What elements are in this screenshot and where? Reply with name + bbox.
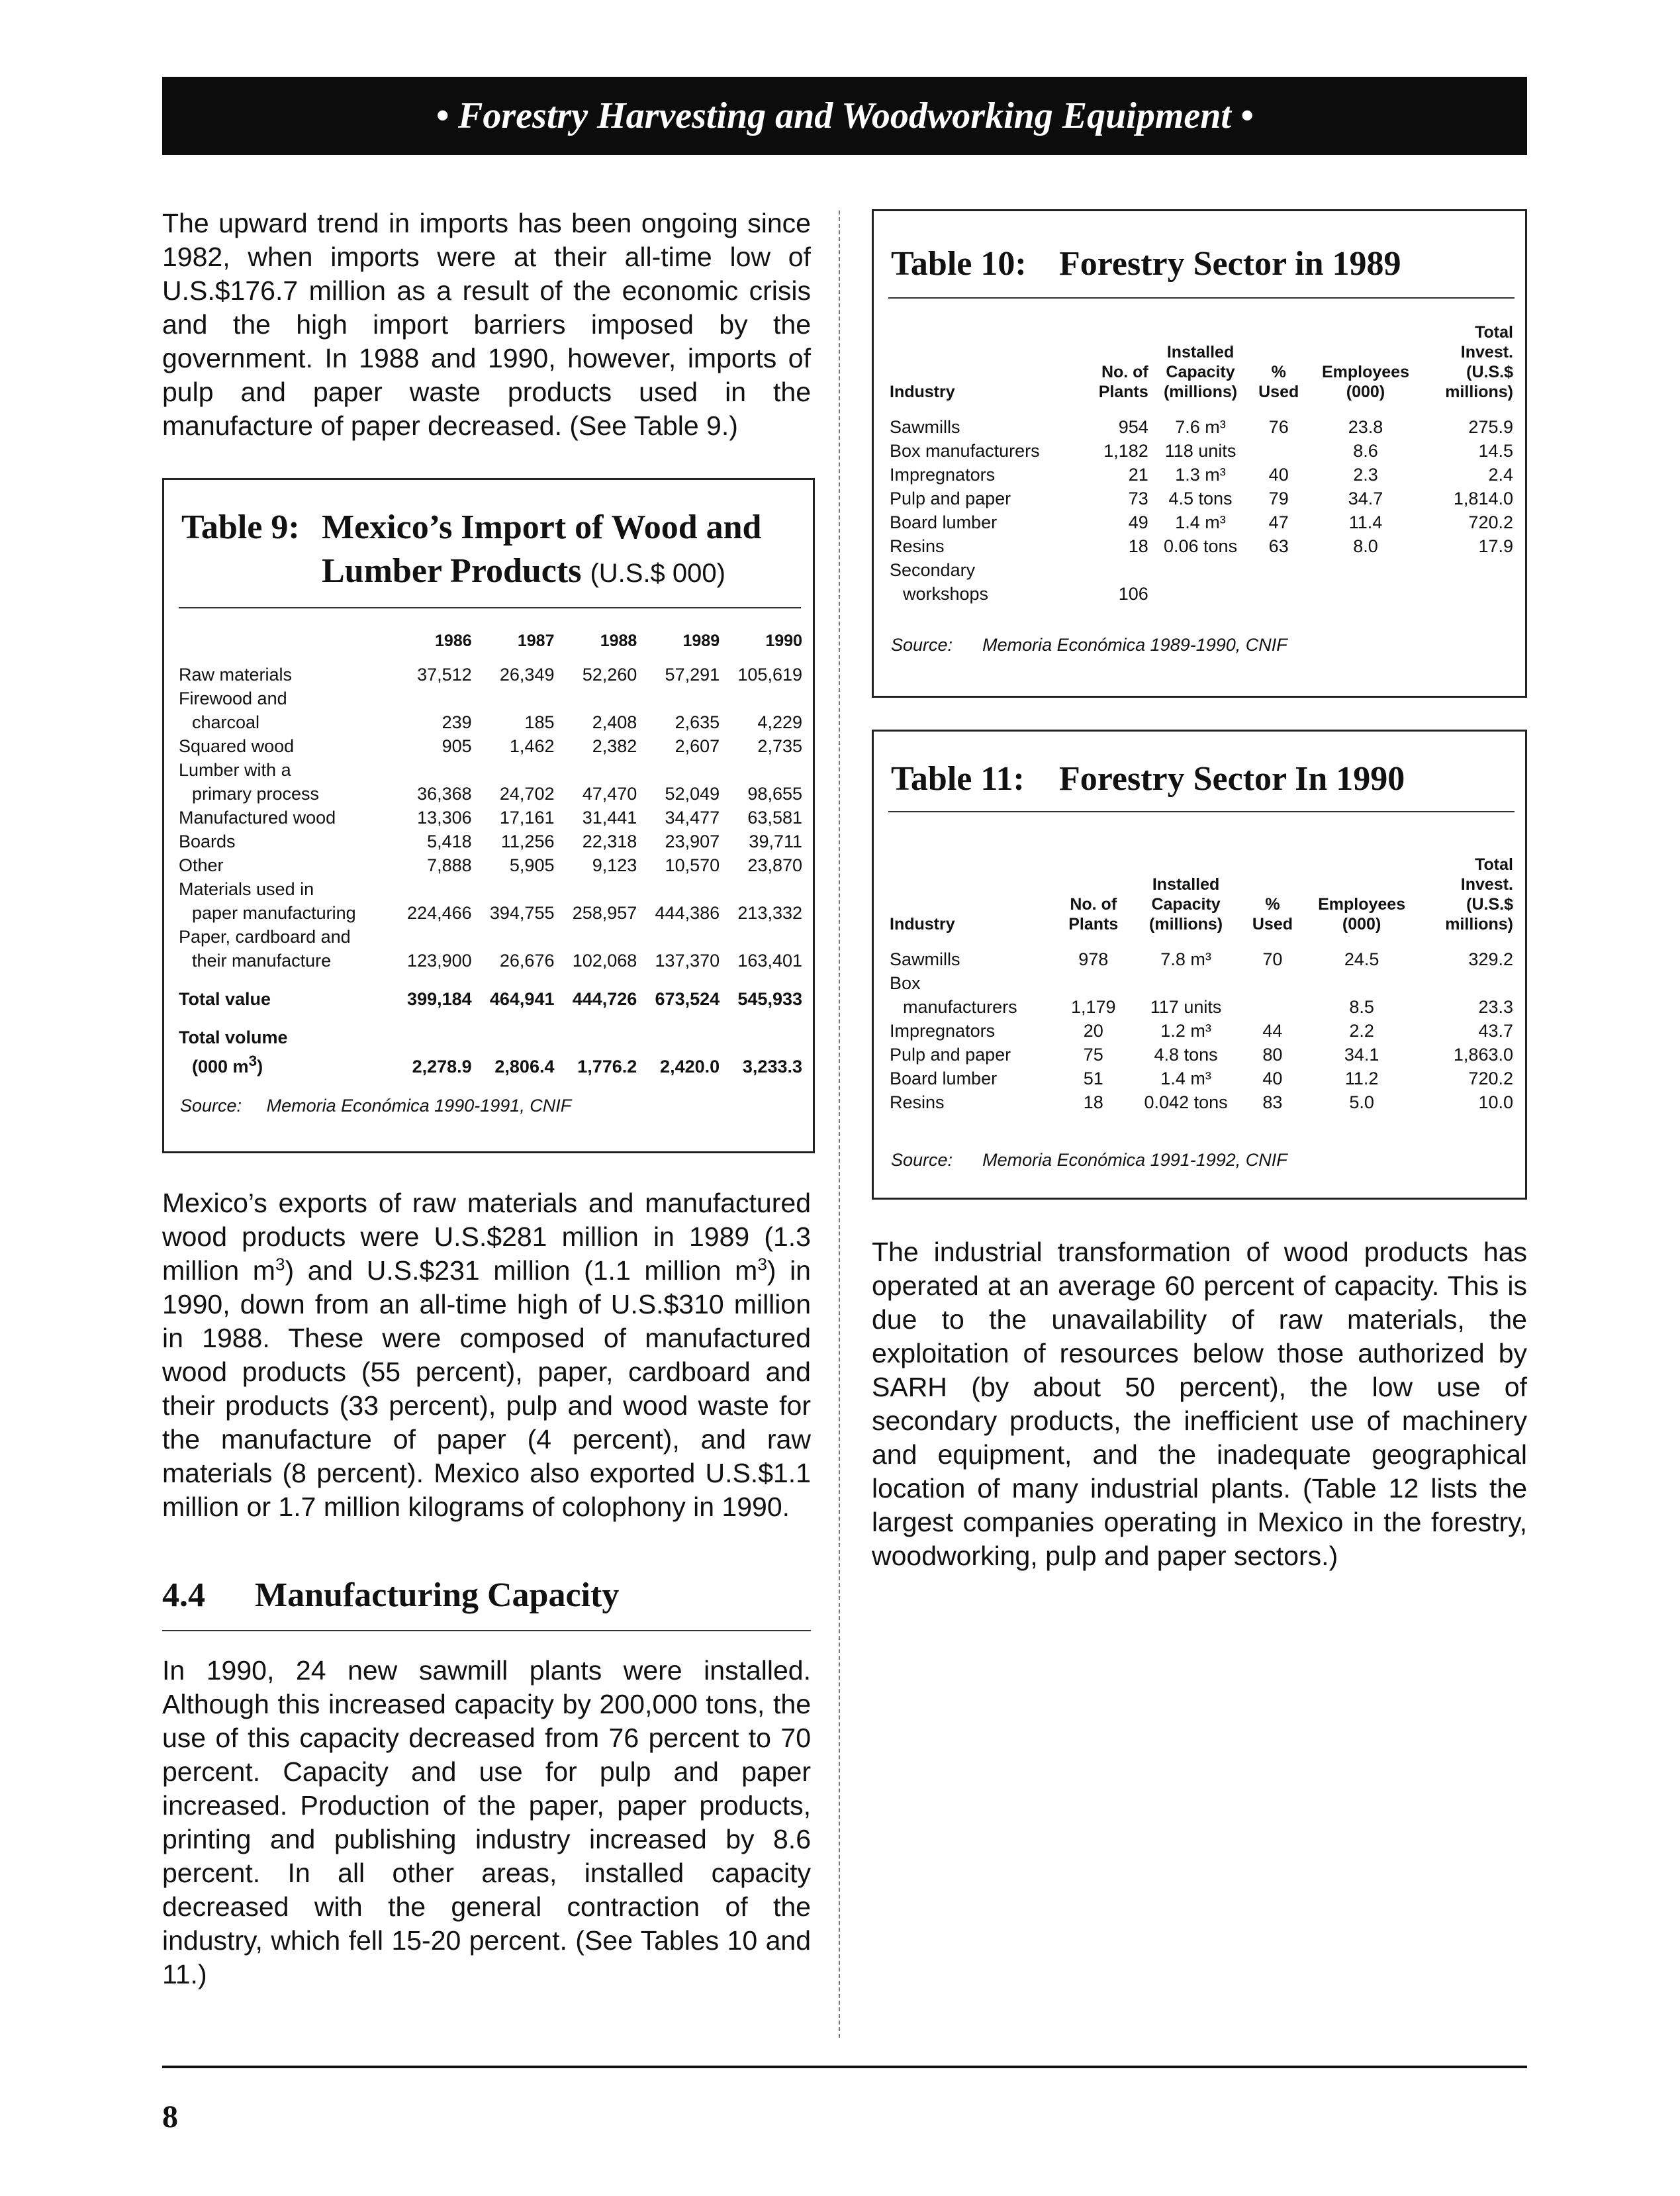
table-cell: 79	[1268, 489, 1289, 508]
column-header: 1989	[682, 632, 720, 650]
row-label: Pulp and paper	[890, 489, 1011, 508]
table-row	[176, 758, 805, 782]
column-header: 1988	[600, 632, 637, 650]
table-9-data	[176, 631, 805, 1078]
table-cell: 43.7	[1478, 1021, 1513, 1041]
table-cell: 83	[1262, 1092, 1283, 1112]
table-cell: 51	[1083, 1069, 1103, 1088]
table-cell: 7.8 m³	[1160, 949, 1211, 969]
table-cell: 2,382	[592, 736, 637, 756]
column-header: Employees	[1318, 895, 1406, 914]
row-label: Squared wood	[179, 736, 295, 756]
table-cell: 5,418	[427, 832, 472, 851]
table-cell	[1250, 439, 1307, 463]
table-cell: 40	[1262, 1069, 1283, 1088]
table-cell: 34,477	[665, 808, 720, 828]
table-cell: 23.3	[1478, 997, 1513, 1017]
table-cell: 20	[1083, 1021, 1103, 1041]
table-cell: 8.0	[1353, 536, 1378, 556]
table-row	[176, 901, 805, 925]
table-row	[176, 782, 805, 806]
table-cell: 102,068	[572, 951, 637, 971]
table-cell: 63	[1268, 536, 1289, 556]
row-label: primary process	[192, 784, 320, 804]
industrial-transformation-paragraph: The industrial transformation of wood products has operated at an average 60 percent of capacity. This is due to the unavailability of raw materials, the exploitation of resources below those authorized by SARH (by about 50 percent), the low use of secondary products, the inefficient use of machinery and equipment, and the inadequate geographical location of many industrial plants. (Table 12 lists the largest companies operating in Mexico in the forestry, woodworking, pulp and paper sectors.)	[872, 1237, 1527, 1571]
table-cell: 239	[442, 712, 472, 732]
column-header: Used	[1252, 915, 1293, 933]
table-cell: 49	[1128, 512, 1148, 532]
capacity-paragraph: In 1990, 24 new sawmill plants were installed. Although this increased capacity by 200,000 tons, the use of this capacity decreased from 76 percent to 70 percent. Capacity and use for pulp and paper increased. Production of the paper, paper products, printing and publishing industry increased by 8.6 percent. In all other areas, installed capacity decreased with the general contraction of the industry, which fell 15-20 percent. (See Tables 10 and 11.)	[162, 1655, 811, 1989]
table-cell: 1.4 m³	[1160, 1069, 1211, 1088]
table-cell: 105,619	[737, 665, 802, 685]
row-label: Box manufacturers	[890, 441, 1040, 461]
table-row	[887, 439, 1516, 463]
column-header: Invest.	[1460, 343, 1513, 361]
table-cell: 22,318	[582, 832, 637, 851]
table-cell: 1,179	[1070, 997, 1116, 1017]
table-cell: 0.042 tons	[1144, 1092, 1228, 1112]
table-cell: 163,401	[737, 951, 802, 971]
table-10-title: Forestry Sector in 1989	[1059, 245, 1401, 283]
row-label: workshops	[903, 584, 989, 604]
column-header: 1987	[517, 632, 555, 650]
table-9-title-unit: (U.S.$ 000)	[590, 559, 725, 588]
row-label: Manufactured wood	[179, 808, 336, 828]
table-row	[176, 734, 805, 758]
table-cell: 720.2	[1468, 1069, 1513, 1088]
table-cell	[1243, 995, 1302, 1019]
column-header: No. of	[1101, 363, 1148, 381]
table-cell: 399,184	[407, 989, 472, 1009]
table-cell: 117 units	[1150, 997, 1222, 1017]
table-cell: 13,306	[417, 808, 472, 828]
table-cell: 4.5 tons	[1168, 489, 1233, 508]
table-cell: 213,332	[737, 903, 802, 923]
column-header: Total	[1475, 323, 1513, 342]
table-cell: 905	[442, 736, 472, 756]
table-row	[887, 1019, 1516, 1043]
column-header: (000)	[1346, 383, 1385, 401]
column-header: %	[1271, 363, 1286, 381]
table-cell: 5,905	[509, 855, 555, 875]
table-cell: 1,462	[509, 736, 555, 756]
row-label: Total volume	[179, 1027, 288, 1047]
table-9-title-text: Lumber Products	[322, 552, 582, 590]
table-cell: 137,370	[655, 951, 720, 971]
table-11-data	[887, 855, 1516, 1114]
table-cell: 394,755	[489, 903, 555, 923]
table-cell: 10,570	[665, 855, 720, 875]
table-cell: 36,368	[417, 784, 472, 804]
table-cell: 47,470	[582, 784, 637, 804]
table-row	[176, 1026, 805, 1049]
table-cell: 1,776.2	[577, 1057, 637, 1076]
column-header: (U.S.$	[1466, 895, 1513, 914]
table-cell: 23,907	[665, 832, 720, 851]
row-label: Box	[890, 973, 921, 993]
table-cell: 24,702	[499, 784, 555, 804]
row-label: Total value	[179, 989, 271, 1009]
table-cell: 2,607	[675, 736, 720, 756]
table-cell: 2.2	[1349, 1021, 1374, 1041]
table-cell: 73	[1128, 489, 1148, 508]
table-11-label: Table 11:	[891, 760, 1025, 798]
column-header: Installed	[1152, 875, 1220, 894]
table-row	[176, 710, 805, 734]
section-rule	[162, 1630, 811, 1631]
exports-paragraph: Mexico’s exports of raw materials and manufactured wood products were U.S.$281 million in 1989 (1.3 million $m^3$) and U.S.$231 million (1.1 million $m^3$) in 1990, down from an all-time high of U.S.$310 million in 1988. These were composed of manufactured wood products (55 percent), paper, cardboard and their products (33 percent), pulp and wood waste for the manufacture of paper (4 percent), and raw materials (8 percent). Mexico also exported U.S.$1.1 million or 1.7 million kilograms of colophony in 1990.	[162, 1188, 811, 1522]
table-cell: 7.6 m³	[1175, 417, 1226, 437]
table-cell: 1,182	[1103, 441, 1148, 461]
row-label: Raw materials	[179, 665, 293, 685]
table-row	[887, 1090, 1516, 1114]
table-11-source: Source: Memoria Económica 1991-1992, CNIF	[891, 1150, 1287, 1170]
table-cell: 123,900	[407, 951, 472, 971]
table-cell: 118 units	[1164, 441, 1237, 461]
table-9-rule	[179, 607, 801, 608]
column-header: millions)	[1445, 915, 1513, 933]
row-label: Boards	[179, 832, 236, 851]
table-cell: 52,049	[665, 784, 720, 804]
table-cell: 106	[1118, 584, 1148, 604]
table-cell: 1,814.0	[1453, 489, 1513, 508]
table-row	[887, 487, 1516, 510]
column-header: (U.S.$	[1466, 363, 1513, 381]
row-label: Sawmills	[890, 417, 960, 437]
table-9-title-line1: Mexico’s Import of Wood and	[322, 508, 762, 546]
table-cell: 18	[1128, 536, 1148, 556]
table-row	[887, 995, 1516, 1019]
column-header: Employees	[1321, 363, 1409, 381]
table-10-rule	[888, 297, 1515, 299]
table-row	[887, 971, 1516, 995]
table-cell: 17.9	[1478, 536, 1513, 556]
column-header: Installed	[1166, 343, 1235, 361]
table-cell: 11.4	[1348, 512, 1383, 532]
table-cell: 75	[1083, 1045, 1103, 1065]
column-header: Used	[1258, 383, 1299, 401]
table-cell: 14.5	[1478, 441, 1513, 461]
table-9-header-row	[176, 631, 805, 651]
intro-paragraph: The upward trend in imports has been ongoing since 1982, when imports were at their all-time low of U.S.$176.7 million as a result of the economic crisis and the high import barriers imposed by the government. In 1988 and 1990, however, imports of pulp and paper waste products used in the manufacture of paper decreased. (See Table 9.)	[162, 208, 811, 441]
table-row	[176, 830, 805, 853]
row-label: Resins	[890, 1092, 945, 1112]
table-cell: 34.1	[1344, 1045, 1379, 1065]
table-cell: 21	[1128, 465, 1148, 485]
table-cell: 57,291	[665, 665, 720, 685]
table-cell: 70	[1262, 949, 1283, 969]
column-header: No. of	[1070, 895, 1117, 914]
table-row	[176, 877, 805, 901]
table-cell: 44	[1262, 1021, 1283, 1041]
table-total-row	[176, 987, 805, 1011]
column-header: Plants	[1068, 915, 1119, 933]
table-cell: 5.0	[1349, 1092, 1374, 1112]
table-cell: 10.0	[1478, 1092, 1513, 1112]
table-cell: 18	[1083, 1092, 1103, 1112]
row-label: Lumber with a	[179, 760, 291, 780]
table-cell: 275.9	[1468, 417, 1513, 437]
table-9-label: Table 9:	[181, 508, 300, 546]
table-11-box	[872, 730, 1527, 1200]
table-cell: 2,408	[592, 712, 637, 732]
table-cell: 545,933	[737, 989, 802, 1009]
table-cell: 31,441	[582, 808, 637, 828]
column-header: Industry	[890, 383, 955, 401]
table-row	[176, 663, 805, 687]
table-cell: 1.2 m³	[1160, 1021, 1211, 1041]
table-cell: 23,870	[747, 855, 802, 875]
row-label: Materials used in	[179, 879, 314, 899]
row-label: Resins	[890, 536, 945, 556]
page-number: 8	[162, 2099, 178, 2134]
table-cell: 37,512	[417, 665, 472, 685]
row-label: Impregnators	[890, 1021, 996, 1041]
row-label: Secondary	[890, 560, 976, 580]
table-cell: 329.2	[1468, 949, 1513, 969]
row-label: Other	[179, 855, 224, 875]
table-cell: 3,233.3	[742, 1057, 802, 1076]
table-cell: 1.3 m³	[1175, 465, 1226, 485]
table-cell: 2,806.4	[494, 1057, 555, 1076]
table-10-box	[872, 209, 1527, 698]
table-row	[887, 558, 1516, 582]
table-row	[887, 947, 1516, 971]
table-row	[176, 925, 805, 949]
table-row	[887, 534, 1516, 558]
table-cell: 2.4	[1488, 465, 1513, 485]
column-header: Total	[1475, 855, 1513, 874]
table-10-source: Source: Memoria Económica 1989-1990, CNIF	[891, 635, 1287, 655]
table-cell: 444,726	[572, 989, 637, 1009]
running-header: • Forestry Harvesting and Woodworking Equipment •	[162, 77, 1527, 155]
row-label: charcoal	[192, 712, 260, 732]
table-row	[887, 463, 1516, 487]
row-label: paper manufacturing	[192, 903, 356, 923]
column-header: 1990	[765, 632, 802, 650]
footer-rule	[162, 2066, 1527, 2068]
table-cell: 47	[1268, 512, 1289, 532]
column-header: Industry	[890, 915, 955, 933]
table-11-rule	[888, 811, 1515, 812]
table-cell: 11,256	[500, 832, 555, 851]
table-cell: 26,676	[499, 951, 555, 971]
table-cell: 4,229	[757, 712, 802, 732]
column-header: Capacity	[1151, 895, 1221, 914]
table-cell: 98,655	[747, 784, 802, 804]
section-number: 4.4	[162, 1576, 205, 1614]
table-cell: 2,420.0	[660, 1057, 720, 1076]
table-cell: 24.5	[1344, 949, 1379, 969]
table-cell: 673,524	[655, 989, 720, 1009]
table-cell: 954	[1118, 417, 1148, 437]
table-cell: 17,161	[499, 808, 555, 828]
table-row	[176, 949, 805, 973]
table-cell: 2,635	[675, 712, 720, 732]
table-cell: 1.4 m³	[1175, 512, 1226, 532]
column-header: Plants	[1098, 383, 1148, 401]
column-header: (millions)	[1149, 915, 1223, 933]
column-header: 1986	[435, 632, 472, 650]
table-cell: 26,349	[499, 665, 555, 685]
column-header: Invest.	[1460, 875, 1513, 894]
column-header: millions)	[1445, 383, 1513, 401]
column-header: Capacity	[1166, 363, 1235, 381]
table-row	[176, 806, 805, 830]
table-11-title: Forestry Sector In 1990	[1059, 760, 1405, 798]
column-header: (millions)	[1163, 383, 1238, 401]
table-cell: 464,941	[489, 989, 555, 1009]
table-cell: 52,260	[582, 665, 637, 685]
row-label: (000 $m^3$)	[192, 1053, 263, 1076]
table-row	[176, 687, 805, 710]
row-label: Paper, cardboard and	[179, 927, 351, 947]
section-heading	[162, 1576, 619, 1615]
table-cell: 1,863.0	[1453, 1045, 1513, 1065]
table-cell: 2,278.9	[412, 1057, 472, 1076]
table-cell: 185	[524, 712, 555, 732]
table-row	[887, 1043, 1516, 1067]
table-10-label: Table 10:	[891, 245, 1027, 283]
table-cell: 23.8	[1348, 417, 1383, 437]
table-cell: 9,123	[592, 855, 637, 875]
table-9-title-line2	[322, 550, 725, 595]
table-row	[887, 582, 1516, 606]
table-row	[887, 1067, 1516, 1090]
table-cell: 80	[1262, 1045, 1283, 1065]
column-header: %	[1265, 895, 1280, 914]
table-row	[887, 415, 1516, 439]
table-cell: 63,581	[747, 808, 802, 828]
table-9-source: Source: Memoria Económica 1990-1991, CNIF	[180, 1096, 572, 1116]
table-cell: 2,735	[757, 736, 802, 756]
table-cell: 0.06 tons	[1163, 536, 1238, 556]
column-divider	[839, 211, 840, 2038]
row-label: Sawmills	[890, 949, 960, 969]
table-cell: 224,466	[407, 903, 472, 923]
table-cell: 7,888	[427, 855, 472, 875]
table-cell: 11.2	[1344, 1069, 1379, 1088]
table-cell: 720.2	[1468, 512, 1513, 532]
table-9-box	[162, 478, 815, 1153]
table-cell: 2.3	[1353, 465, 1378, 485]
row-label: Impregnators	[890, 465, 996, 485]
table-cell: 76	[1268, 417, 1289, 437]
table-cell: 40	[1268, 465, 1289, 485]
table-row	[887, 510, 1516, 534]
row-label: their manufacture	[192, 951, 332, 971]
table-row	[176, 853, 805, 877]
table-cell: 978	[1078, 949, 1109, 969]
column-header: (000)	[1342, 915, 1381, 933]
table-cell: 8.6	[1353, 441, 1378, 461]
table-cell: 4.8 tons	[1154, 1045, 1218, 1065]
table-cell: 34.7	[1348, 489, 1383, 508]
row-label: Pulp and paper	[890, 1045, 1011, 1065]
table-cell: 39,711	[749, 832, 802, 851]
row-label: Firewood and	[179, 689, 287, 708]
table-total-row	[176, 1049, 805, 1078]
section-title: Manufacturing Capacity	[255, 1576, 620, 1614]
table-10-data	[887, 322, 1516, 606]
table-cell: 8.5	[1349, 997, 1374, 1017]
row-label: Board lumber	[890, 512, 998, 532]
row-label: manufacturers	[903, 997, 1017, 1017]
table-cell: 258,957	[572, 903, 637, 923]
row-label: Board lumber	[890, 1069, 998, 1088]
table-cell: 444,386	[655, 903, 720, 923]
